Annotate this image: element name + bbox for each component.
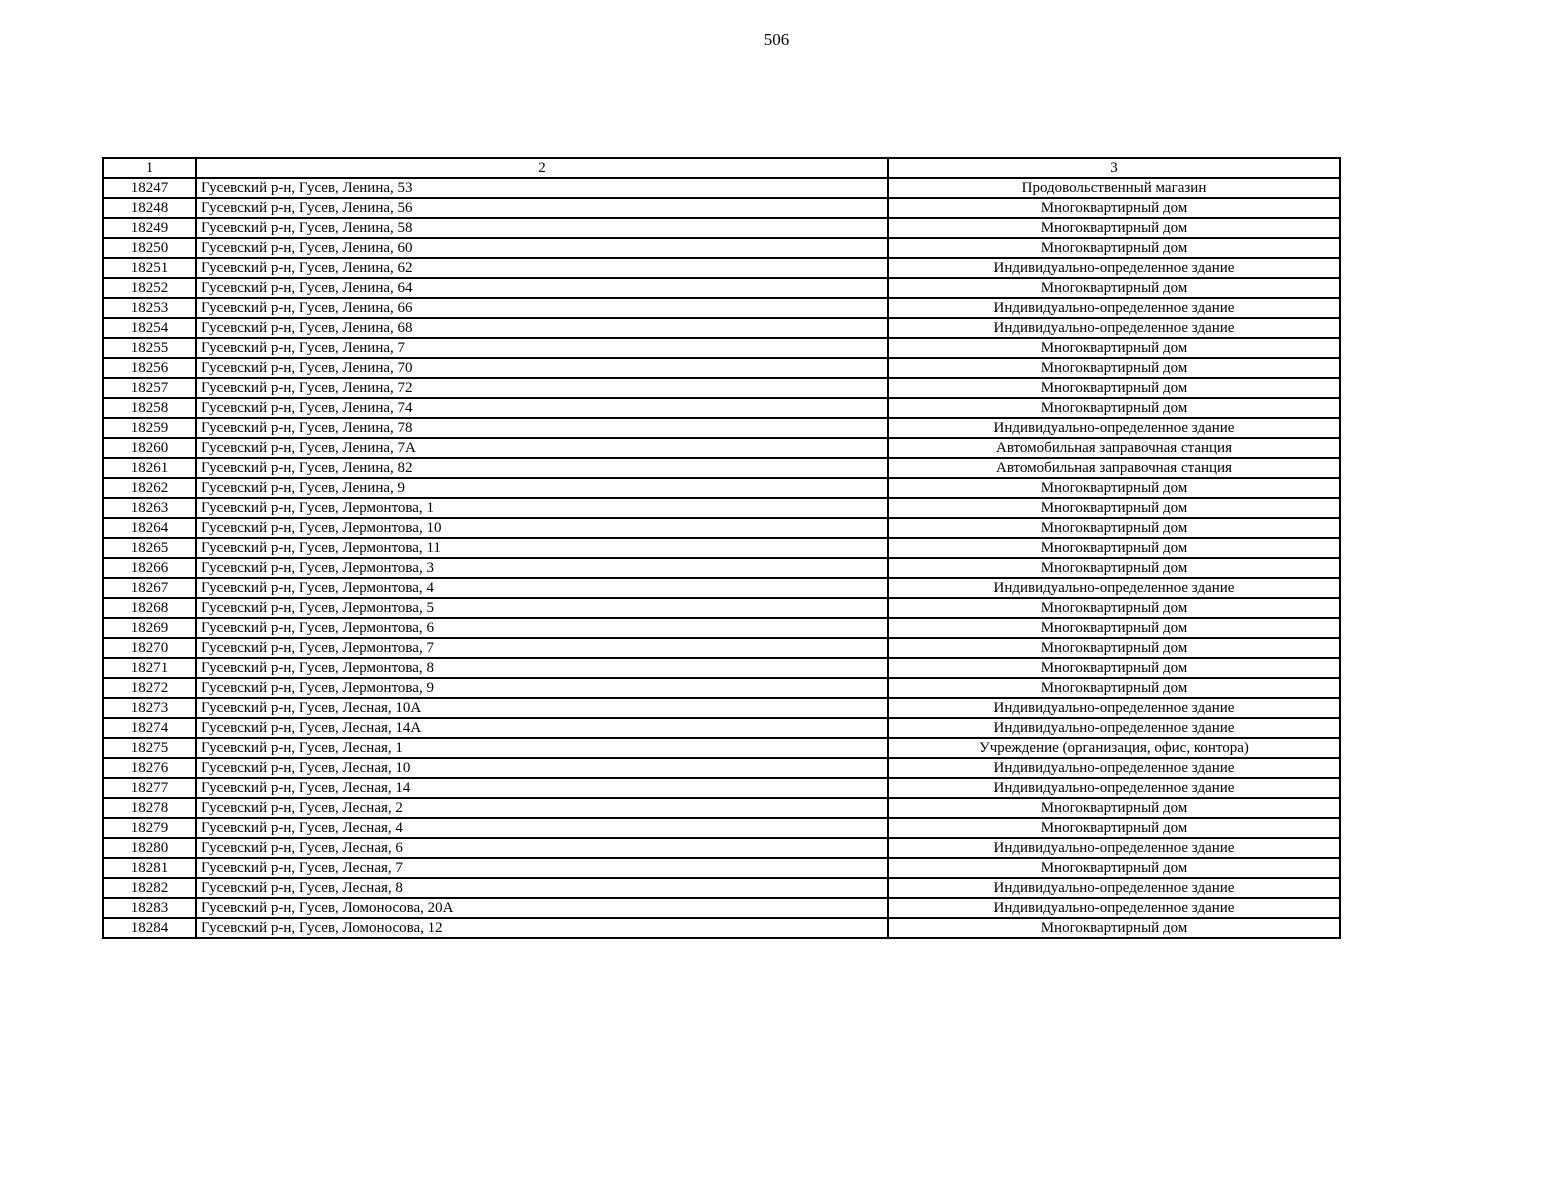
address-cell: Гусевский р-н, Гусев, Ленина, 60 [196,238,888,258]
address-cell: Гусевский р-н, Гусев, Ленина, 7А [196,438,888,458]
address-cell: Гусевский р-н, Гусев, Лермонтова, 3 [196,558,888,578]
address-cell: Гусевский р-н, Гусев, Лесная, 1 [196,738,888,758]
page-number: 506 [763,30,790,49]
table-row [103,578,1340,598]
table-row [103,278,1340,298]
table-row [103,878,1340,898]
registry-table [102,157,1341,939]
row-number-cell: 18255 [103,338,196,358]
row-number-cell: 18250 [103,238,196,258]
column-number-2: 2 [196,158,888,178]
table-row [103,598,1340,618]
address-cell: Гусевский р-н, Гусев, Ленина, 7 [196,338,888,358]
address-cell: Гусевский р-н, Гусев, Ленина, 70 [196,358,888,378]
object-type-cell: Многоквартирный дом [888,498,1340,518]
address-cell: Гусевский р-н, Гусев, Ленина, 78 [196,418,888,438]
object-type-cell: Многоквартирный дом [888,218,1340,238]
table-row [103,698,1340,718]
address-cell: Гусевский р-н, Гусев, Лесная, 14А [196,718,888,738]
address-cell: Гусевский р-н, Гусев, Ломоносова, 20А [196,898,888,918]
row-number-cell: 18283 [103,898,196,918]
address-cell: Гусевский р-н, Гусев, Ленина, 82 [196,458,888,478]
object-type-cell: Многоквартирный дом [888,618,1340,638]
table-row [103,318,1340,338]
address-cell: Гусевский р-н, Гусев, Ленина, 58 [196,218,888,238]
object-type-cell: Индивидуально-определенное здание [888,878,1340,898]
table-row [103,658,1340,678]
table-row [103,558,1340,578]
table-row [103,718,1340,738]
table-row [103,438,1340,458]
address-cell: Гусевский р-н, Гусев, Лермонтова, 8 [196,658,888,678]
row-number-cell: 18273 [103,698,196,718]
address-cell: Гусевский р-н, Гусев, Лермонтова, 6 [196,618,888,638]
object-type-cell: Многоквартирный дом [888,658,1340,678]
object-type-cell: Индивидуально-определенное здание [888,318,1340,338]
address-cell: Гусевский р-н, Гусев, Лесная, 10А [196,698,888,718]
table-row [103,258,1340,278]
table-row [103,518,1340,538]
table-row [103,198,1340,218]
table-row [103,418,1340,438]
address-cell: Гусевский р-н, Гусев, Лермонтова, 11 [196,538,888,558]
row-number-cell: 18272 [103,678,196,698]
object-type-cell: Многоквартирный дом [888,358,1340,378]
object-type-cell: Многоквартирный дом [888,918,1340,938]
address-cell: Гусевский р-н, Гусев, Ленина, 68 [196,318,888,338]
row-number-cell: 18259 [103,418,196,438]
table-row [103,498,1340,518]
row-number-cell: 18268 [103,598,196,618]
table-row [103,618,1340,638]
table-row [103,538,1340,558]
object-type-cell: Многоквартирный дом [888,598,1340,618]
address-cell: Гусевский р-н, Гусев, Ленина, 62 [196,258,888,278]
object-type-cell: Многоквартирный дом [888,798,1340,818]
address-cell: Гусевский р-н, Гусев, Ленина, 74 [196,398,888,418]
row-number-cell: 18265 [103,538,196,558]
table-row [103,178,1340,198]
table-row [103,918,1340,938]
row-number-cell: 18279 [103,818,196,838]
address-cell: Гусевский р-н, Гусев, Лермонтова, 10 [196,518,888,538]
object-type-cell: Индивидуально-определенное здание [888,418,1340,438]
object-type-cell: Многоквартирный дом [888,478,1340,498]
address-cell: Гусевский р-н, Гусев, Лесная, 2 [196,798,888,818]
column-number-1: 1 [103,158,196,178]
table-row [103,378,1340,398]
row-number-cell: 18264 [103,518,196,538]
column-number-row [103,158,1340,178]
row-number-cell: 18266 [103,558,196,578]
object-type-cell: Индивидуально-определенное здание [888,838,1340,858]
row-number-cell: 18270 [103,638,196,658]
row-number-cell: 18257 [103,378,196,398]
object-type-cell: Многоквартирный дом [888,818,1340,838]
object-type-cell: Индивидуально-определенное здание [888,258,1340,278]
row-number-cell: 18274 [103,718,196,738]
object-type-cell: Многоквартирный дом [888,558,1340,578]
address-cell: Гусевский р-н, Гусев, Лесная, 6 [196,838,888,858]
address-cell: Гусевский р-н, Гусев, Лермонтова, 5 [196,598,888,618]
object-type-cell: Многоквартирный дом [888,198,1340,218]
row-number-cell: 18271 [103,658,196,678]
table-row [103,298,1340,318]
address-cell: Гусевский р-н, Гусев, Лесная, 14 [196,778,888,798]
table-row [103,798,1340,818]
object-type-cell: Многоквартирный дом [888,538,1340,558]
column-number-3: 3 [888,158,1340,178]
row-number-cell: 18249 [103,218,196,238]
address-cell: Гусевский р-н, Гусев, Лермонтова, 9 [196,678,888,698]
table-row [103,738,1340,758]
table-row [103,478,1340,498]
address-cell: Гусевский р-н, Гусев, Лесная, 10 [196,758,888,778]
object-type-cell: Многоквартирный дом [888,338,1340,358]
row-number-cell: 18284 [103,918,196,938]
object-type-cell: Учреждение (организация, офис, контора) [888,738,1340,758]
address-cell: Гусевский р-н, Гусев, Ленина, 56 [196,198,888,218]
row-number-cell: 18262 [103,478,196,498]
row-number-cell: 18282 [103,878,196,898]
row-number-cell: 18260 [103,438,196,458]
object-type-cell: Многоквартирный дом [888,378,1340,398]
address-cell: Гусевский р-н, Гусев, Лермонтова, 7 [196,638,888,658]
row-number-cell: 18253 [103,298,196,318]
table-row [103,678,1340,698]
table-row [103,358,1340,378]
address-cell: Гусевский р-н, Гусев, Лесная, 8 [196,878,888,898]
object-type-cell: Автомобильная заправочная станция [888,438,1340,458]
object-type-cell: Многоквартирный дом [888,398,1340,418]
object-type-cell: Автомобильная заправочная станция [888,458,1340,478]
object-type-cell: Индивидуально-определенное здание [888,778,1340,798]
object-type-cell: Индивидуально-определенное здание [888,758,1340,778]
table-row [103,338,1340,358]
table-row [103,238,1340,258]
object-type-cell: Многоквартирный дом [888,858,1340,878]
table-row [103,218,1340,238]
address-cell: Гусевский р-н, Гусев, Ломоносова, 12 [196,918,888,938]
row-number-cell: 18261 [103,458,196,478]
row-number-cell: 18254 [103,318,196,338]
address-cell: Гусевский р-н, Гусев, Ленина, 72 [196,378,888,398]
object-type-cell: Индивидуально-определенное здание [888,898,1340,918]
address-cell: Гусевский р-н, Гусев, Ленина, 9 [196,478,888,498]
row-number-cell: 18252 [103,278,196,298]
object-type-cell: Многоквартирный дом [888,238,1340,258]
row-number-cell: 18263 [103,498,196,518]
address-cell: Гусевский р-н, Гусев, Ленина, 53 [196,178,888,198]
row-number-cell: 18248 [103,198,196,218]
table-row [103,458,1340,478]
table-row [103,638,1340,658]
row-number-cell: 18251 [103,258,196,278]
table-row [103,758,1340,778]
address-cell: Гусевский р-н, Гусев, Лесная, 4 [196,818,888,838]
object-type-cell: Индивидуально-определенное здание [888,698,1340,718]
address-cell: Гусевский р-н, Гусев, Ленина, 64 [196,278,888,298]
object-type-cell: Многоквартирный дом [888,278,1340,298]
row-number-cell: 18275 [103,738,196,758]
row-number-cell: 18267 [103,578,196,598]
row-number-cell: 18269 [103,618,196,638]
object-type-cell: Многоквартирный дом [888,678,1340,698]
row-number-cell: 18247 [103,178,196,198]
table-row [103,398,1340,418]
address-cell: Гусевский р-н, Гусев, Лесная, 7 [196,858,888,878]
table-row [103,838,1340,858]
object-type-cell: Продовольственный магазин [888,178,1340,198]
table-row [103,898,1340,918]
object-type-cell: Индивидуально-определенное здание [888,578,1340,598]
row-number-cell: 18258 [103,398,196,418]
object-type-cell: Индивидуально-определенное здание [888,298,1340,318]
address-cell: Гусевский р-н, Гусев, Ленина, 66 [196,298,888,318]
table-row [103,818,1340,838]
address-cell: Гусевский р-н, Гусев, Лермонтова, 4 [196,578,888,598]
table-row [103,858,1340,878]
object-type-cell: Многоквартирный дом [888,638,1340,658]
object-type-cell: Многоквартирный дом [888,518,1340,538]
registry-table-body [103,158,1340,938]
table-row [103,778,1340,798]
object-type-cell: Индивидуально-определенное здание [888,718,1340,738]
row-number-cell: 18280 [103,838,196,858]
row-number-cell: 18278 [103,798,196,818]
row-number-cell: 18281 [103,858,196,878]
address-cell: Гусевский р-н, Гусев, Лермонтова, 1 [196,498,888,518]
row-number-cell: 18256 [103,358,196,378]
row-number-cell: 18277 [103,778,196,798]
row-number-cell: 18276 [103,758,196,778]
